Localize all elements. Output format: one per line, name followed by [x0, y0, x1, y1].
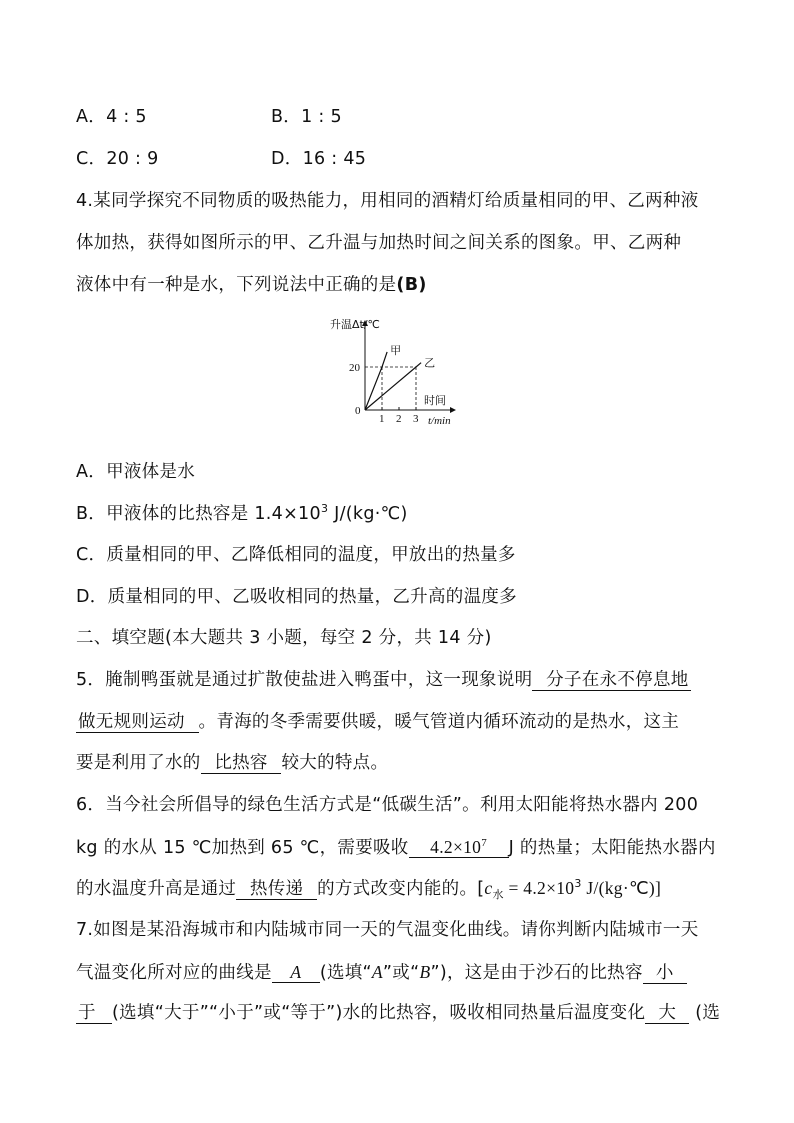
q4-line-3-text: 液体中有一种是水，下列说法中正确的是 — [76, 275, 397, 295]
c-subscript: 水 — [492, 888, 504, 901]
option-c-q3: C．20 : 9 — [76, 149, 159, 169]
q4-line-3 — [76, 275, 427, 295]
c-value: = 4.2×10 — [503, 878, 575, 898]
option-d-q3: D．16 : 45 — [271, 149, 367, 169]
q4-option-b-unit: J/(kg·℃) — [328, 504, 408, 524]
q4-option-d: D．质量相同的甲、乙吸收相同的热量，乙升高的温度多 — [76, 587, 517, 607]
temperature-rise-chart — [330, 312, 470, 430]
x-tick-label: 2 — [396, 413, 402, 425]
q4-option-b-exp: 3 — [320, 502, 329, 515]
x-axis-label: t/min — [428, 415, 451, 427]
q6-line-2 — [76, 837, 716, 858]
q5-blank-1b: 做无规则运动 — [78, 712, 197, 732]
q7-text-3: ”或“ — [382, 963, 420, 983]
option-a-q3: A．4 : 5 — [76, 107, 147, 127]
y-axis-label: 升温Δt/℃ — [330, 318, 380, 331]
q6-blank-1 — [409, 837, 509, 858]
q7-line-2 — [76, 962, 687, 984]
q6-text-2: J 的热量；太阳能热水器内 — [508, 838, 716, 858]
q4-option-b-text: B．甲液体的比热容是 1.4×10 — [76, 504, 321, 524]
q5-blank-1a: 分子在永不停息地 — [534, 670, 689, 690]
q7-line-1: 7.如图是某沿海城市和内陆城市同一天的气温变化曲线。请你判断内陆城市一天 — [76, 920, 699, 940]
q7-blank-1: A — [272, 962, 320, 983]
origin-label: 0 — [355, 405, 361, 417]
q7-opt-a: A — [371, 962, 383, 982]
y-tick-label: 20 — [349, 362, 360, 374]
series-label-2: 乙 — [424, 356, 436, 370]
q6-blank-2: 热传递 — [238, 879, 316, 899]
series-line-2 — [365, 363, 421, 410]
q5-blank-2: 比热容 — [202, 753, 280, 773]
q7-blank-3: 大 — [645, 1003, 689, 1024]
q7-text-6: (选 — [695, 1003, 721, 1023]
q4-line-1: 4.某同学探究不同物质的吸热能力，用相同的酒精灯给质量相同的甲、乙两种液 — [76, 191, 699, 211]
q7-text-5: (选填“大于”“小于”或“等于”)水的比热容，吸收相同热量后温度变化 — [112, 1003, 646, 1023]
q6-line-1: 6．当今社会所倡导的绿色生活方式是“低碳生活”。利用太阳能将热水器内 200 — [76, 795, 699, 815]
q4-line-2: 体加热，获得如图所示的甲、乙升温与加热时间之间关系的图象。甲、乙两种 — [76, 233, 682, 253]
q4-option-a: A．甲液体是水 — [76, 462, 196, 482]
c-exp: 3 — [574, 877, 582, 890]
q7-blank-2a: 小 — [643, 963, 687, 984]
q6-blank-1-base: 4.2×10 — [430, 837, 482, 857]
q7-text-4: ”)，这是由于沙石的比热容 — [430, 963, 643, 983]
x-axis-arrow — [450, 407, 456, 413]
q7-text-2: (选填“ — [319, 963, 372, 983]
option-b-q3: B．1 : 5 — [271, 107, 342, 127]
q5-line-3 — [76, 753, 388, 774]
q7-line-3 — [76, 1003, 720, 1024]
c-unit: J/(kg·℃)] — [581, 878, 662, 898]
x-axis-label-top: 时间 — [424, 394, 446, 407]
q4-option-b — [76, 504, 408, 524]
q6-blank-1-exp: 7 — [481, 837, 488, 849]
q5-text-2: 。青海的冬季需要供暖，暖气管道内循环流动的是热水，这主 — [198, 712, 680, 732]
q7-blank-2b: 于 — [76, 1003, 112, 1024]
q4-answer: (B) — [396, 275, 427, 295]
series-label-1: 甲 — [390, 343, 402, 357]
q5-line-1 — [76, 670, 691, 691]
q7-opt-b: B — [419, 962, 431, 982]
q7-text-1: 气温变化所对应的曲线是 — [76, 963, 272, 983]
q4-option-c: C．质量相同的甲、乙降低相同的温度，甲放出的热量多 — [76, 545, 516, 565]
q5-text-1: 5．腌制鸭蛋就是通过扩散使盐进入鸭蛋中，这一现象说明 — [76, 670, 533, 690]
q6-line-3 — [76, 878, 661, 900]
q6-text-3: 的水温度升高是通过 — [76, 879, 237, 899]
x-tick-label: 1 — [379, 413, 385, 425]
q6-text-4: 的方式改变内能的。[ — [317, 879, 485, 899]
q6-text-1: kg 的水从 15 ℃加热到 65 ℃，需要吸收 — [76, 838, 409, 858]
section-heading: 二、填空题(本大题共 3 小题，每空 2 分，共 14 分) — [76, 628, 492, 648]
c-symbol: c — [484, 878, 493, 898]
q5-text-3: 要是利用了水的 — [76, 753, 201, 773]
x-tick-label: 3 — [413, 413, 419, 425]
q5-text-4: 较大的特点。 — [281, 753, 389, 773]
q5-line-2 — [76, 712, 679, 733]
